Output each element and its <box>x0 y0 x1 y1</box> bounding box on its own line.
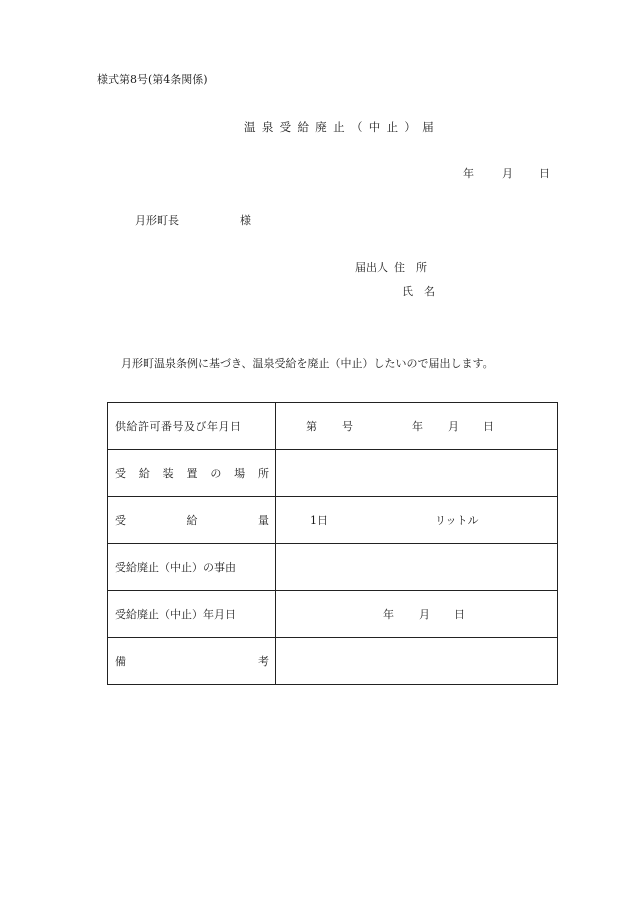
reason-field[interactable] <box>276 544 558 591</box>
row-label: 受給廃止（中止）の事由 <box>108 544 276 591</box>
label-char: 受 <box>115 514 126 527</box>
label-char: 量 <box>258 514 269 527</box>
row-label <box>108 638 276 685</box>
label-char: 場 <box>234 467 246 480</box>
permit-year: 年 <box>412 420 423 433</box>
label-char: 給 <box>138 467 150 480</box>
label-char: 給 <box>186 514 198 527</box>
label-char: 所 <box>257 467 269 480</box>
addressee-honorific: 様 <box>240 214 251 227</box>
row-label <box>108 450 276 497</box>
row-label <box>108 497 276 544</box>
notifier-name-label: 氏 名 <box>402 285 435 298</box>
discontinue-month: 月 <box>419 608 430 621</box>
table-row <box>108 497 558 544</box>
statement-text: 月形町温泉条例に基づき、温泉受給を廃止（中止）したいので届出します。 <box>121 357 494 370</box>
label-char: 装 <box>162 467 174 480</box>
date-day: 日 <box>539 167 550 180</box>
volume-unit: リットル <box>435 514 479 527</box>
label-char: の <box>210 467 222 480</box>
permit-number-date-field[interactable] <box>276 403 558 450</box>
row-label: 受給廃止（中止）年月日 <box>108 591 276 638</box>
addressee <box>135 212 251 228</box>
date-month: 月 <box>502 167 513 180</box>
table-row <box>108 638 558 685</box>
label-char: 置 <box>186 467 198 480</box>
permit-no-prefix: 第 <box>306 420 317 433</box>
table-row <box>108 591 558 638</box>
label-char: 受 <box>115 467 126 480</box>
discontinue-date-field[interactable] <box>276 591 558 638</box>
submission-date <box>463 165 550 181</box>
label-char: 考 <box>258 655 269 668</box>
permit-month: 月 <box>448 420 459 433</box>
notifier-address-label: 住 所 <box>394 261 427 274</box>
device-location-field[interactable] <box>276 450 558 497</box>
table-row <box>108 450 558 497</box>
label-char: 備 <box>115 655 126 668</box>
discontinue-day: 日 <box>454 608 465 621</box>
remarks-field[interactable] <box>276 638 558 685</box>
date-year: 年 <box>463 167 474 180</box>
table-row <box>108 544 558 591</box>
permit-no-suffix: 号 <box>342 420 353 433</box>
permit-day: 日 <box>483 420 494 433</box>
notifier-address-line <box>355 259 427 275</box>
addressee-name: 月形町長 <box>135 214 179 227</box>
notification-form-table <box>107 402 558 685</box>
form-number-label: 様式第8号(第4条関係) <box>97 73 208 86</box>
supply-volume-field[interactable] <box>276 497 558 544</box>
volume-per-day: 1日 <box>310 514 328 527</box>
document-title: 温泉受給廃止（中止）届 <box>244 120 441 134</box>
row-label: 供給許可番号及び年月日 <box>108 403 276 450</box>
discontinue-year: 年 <box>383 608 394 621</box>
table-row <box>108 403 558 450</box>
notifier-label: 届出人 <box>355 261 388 274</box>
